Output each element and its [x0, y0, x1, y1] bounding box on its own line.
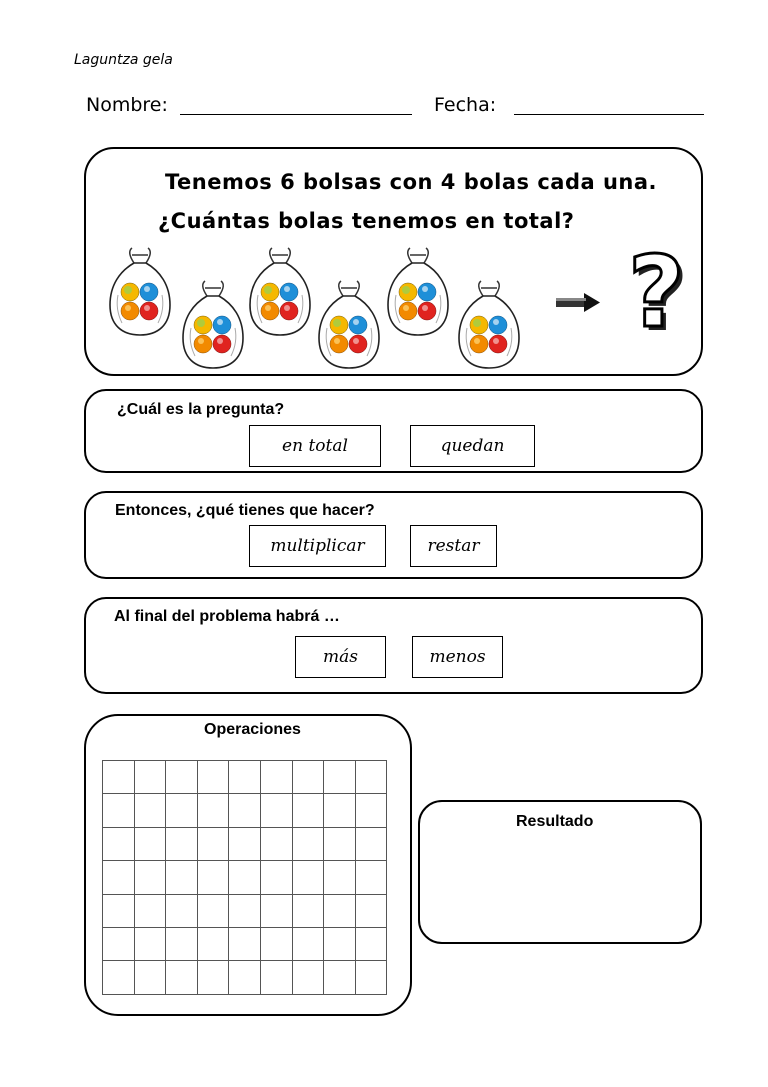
grid-cell[interactable] — [103, 861, 135, 894]
grid-cell[interactable] — [355, 761, 387, 794]
grid-cell[interactable] — [197, 794, 229, 827]
grid-cell[interactable] — [134, 761, 166, 794]
grid-cell[interactable] — [229, 794, 261, 827]
grid-cell[interactable] — [197, 927, 229, 960]
grid-cell[interactable] — [355, 927, 387, 960]
option-quedan[interactable]: quedan — [410, 425, 535, 467]
grid-cell[interactable] — [324, 794, 356, 827]
bag-of-balls-icon — [181, 278, 245, 370]
option-menos[interactable]: menos — [412, 636, 503, 678]
grid-cell[interactable] — [260, 761, 292, 794]
grid-cell[interactable] — [260, 894, 292, 927]
grid-cell[interactable] — [260, 961, 292, 994]
grid-cell[interactable] — [103, 794, 135, 827]
grid-cell[interactable] — [324, 827, 356, 860]
operations-title: Operaciones — [204, 721, 301, 738]
grid-cell[interactable] — [103, 961, 135, 994]
grid-cell[interactable] — [134, 927, 166, 960]
date-label: Fecha: — [434, 94, 497, 116]
grid-cell[interactable] — [292, 894, 324, 927]
option-mas[interactable]: más — [295, 636, 386, 678]
name-field[interactable] — [180, 114, 412, 115]
grid-cell[interactable] — [229, 961, 261, 994]
grid-cell[interactable] — [229, 927, 261, 960]
grid-cell[interactable] — [166, 894, 198, 927]
grid-cell[interactable] — [134, 861, 166, 894]
grid-cell[interactable] — [197, 861, 229, 894]
name-label: Nombre: — [86, 94, 168, 116]
grid-cell[interactable] — [355, 961, 387, 994]
bag-of-balls-icon — [248, 245, 312, 337]
grid-cell[interactable] — [166, 827, 198, 860]
grid-cell[interactable] — [324, 861, 356, 894]
grid-cell[interactable] — [292, 761, 324, 794]
problem-line-2: ¿Cuántas bolas tenemos en total? — [158, 209, 575, 233]
date-field[interactable] — [514, 114, 704, 115]
grid-cell[interactable] — [355, 827, 387, 860]
grid-cell[interactable] — [229, 861, 261, 894]
grid-cell[interactable] — [103, 927, 135, 960]
grid-cell[interactable] — [197, 961, 229, 994]
grid-cell[interactable] — [260, 861, 292, 894]
grid-cell[interactable] — [355, 794, 387, 827]
grid-cell[interactable] — [166, 761, 198, 794]
grid-cell[interactable] — [166, 927, 198, 960]
question-label-1: ¿Cuál es la pregunta? — [117, 401, 285, 418]
grid-cell[interactable] — [324, 894, 356, 927]
grid-cell[interactable] — [197, 761, 229, 794]
grid-cell[interactable] — [197, 827, 229, 860]
grid-cell[interactable] — [229, 761, 261, 794]
result-title: Resultado — [516, 813, 594, 830]
grid-cell[interactable] — [292, 927, 324, 960]
grid-cell[interactable] — [197, 894, 229, 927]
grid-cell[interactable] — [355, 894, 387, 927]
grid-cell[interactable] — [166, 961, 198, 994]
bag-of-balls-icon — [457, 278, 521, 370]
question-label-3: Al final del problema habrá … — [114, 608, 340, 625]
header-label: Laguntza gela — [74, 52, 173, 68]
grid-cell[interactable] — [355, 861, 387, 894]
problem-line-1: Tenemos 6 bolsas con 4 bolas cada una. — [165, 170, 658, 194]
grid-cell[interactable] — [229, 827, 261, 860]
grid-cell[interactable] — [324, 761, 356, 794]
grid-cell[interactable] — [260, 827, 292, 860]
grid-cell[interactable] — [134, 827, 166, 860]
grid-cell[interactable] — [292, 961, 324, 994]
grid-cell[interactable] — [292, 794, 324, 827]
question-mark-icon: ? — [628, 236, 685, 350]
grid-cell[interactable] — [324, 927, 356, 960]
grid-cell[interactable] — [292, 861, 324, 894]
option-restar[interactable]: restar — [410, 525, 497, 567]
grid-cell[interactable] — [166, 861, 198, 894]
grid-cell[interactable] — [103, 761, 135, 794]
grid-cell[interactable] — [166, 794, 198, 827]
grid-cell[interactable] — [260, 927, 292, 960]
grid-cell[interactable] — [103, 827, 135, 860]
grid-cell[interactable] — [134, 794, 166, 827]
grid-cell[interactable] — [324, 961, 356, 994]
question-label-2: Entonces, ¿qué tienes que hacer? — [115, 502, 375, 519]
grid-cell[interactable] — [292, 827, 324, 860]
grid-cell[interactable] — [229, 894, 261, 927]
bag-of-balls-icon — [317, 278, 381, 370]
option-en-total[interactable]: en total — [249, 425, 381, 467]
grid-cell[interactable] — [134, 961, 166, 994]
grid-cell[interactable] — [103, 894, 135, 927]
arrow-right-icon — [554, 292, 602, 314]
option-multiplicar[interactable]: multiplicar — [249, 525, 386, 567]
bag-of-balls-icon — [108, 245, 172, 337]
grid-cell[interactable] — [260, 794, 292, 827]
bag-of-balls-icon — [386, 245, 450, 337]
grid-cell[interactable] — [134, 894, 166, 927]
operations-grid[interactable] — [102, 760, 387, 995]
